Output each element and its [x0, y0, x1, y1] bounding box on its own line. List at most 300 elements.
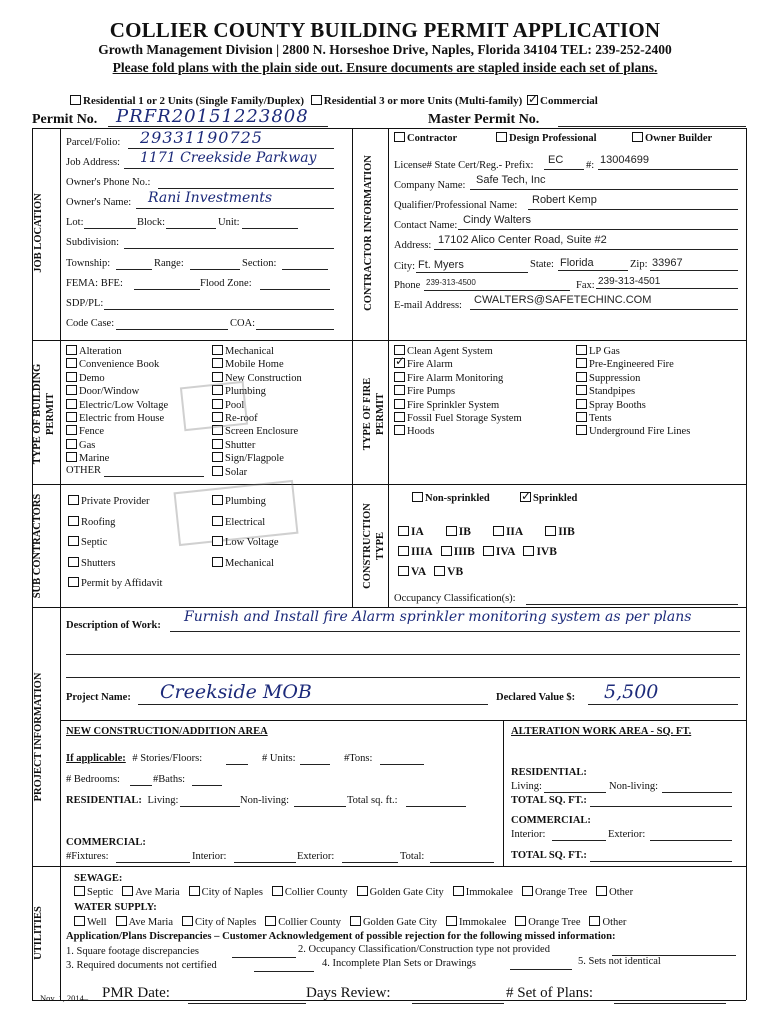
iib-label: IIB — [558, 526, 575, 538]
project-info-label: PROJECT INFORMATION — [33, 672, 44, 802]
occupancy-label: Occupancy Classification(s): — [394, 593, 516, 604]
license-num-label: #: — [586, 160, 595, 171]
city-of-naples-label: City of Naples — [195, 917, 257, 928]
door-window-label: Door/Window — [79, 386, 140, 398]
city-of-naples-checkbox[interactable] — [182, 916, 193, 926]
building-permit-screen-enclosure[interactable] — [212, 425, 302, 438]
fema-label: FEMA: BFE: — [66, 278, 123, 289]
iva-checkbox[interactable] — [483, 546, 494, 556]
private-provider-checkbox[interactable] — [68, 495, 79, 505]
zip-label: Zip: — [630, 259, 648, 270]
building-permit-electric-from-house[interactable] — [66, 412, 168, 425]
demo-label: Demo — [79, 372, 105, 384]
building-permit-marine[interactable] — [66, 452, 168, 465]
building-permit-label: TYPE OF BUILDING PERMIT — [32, 363, 56, 465]
alt-living-label: Living: — [511, 781, 542, 792]
residential-label: RESIDENTIAL: — [66, 795, 142, 806]
screen-enclosure-label: Screen Enclosure — [225, 426, 299, 438]
state-label: State: — [530, 259, 554, 270]
underground-fire-lines-label: Underground Fire Lines — [589, 426, 691, 438]
range-label: Range: — [154, 258, 184, 269]
orange-tree-checkbox[interactable] — [515, 916, 526, 926]
golden-gate-city-checkbox[interactable] — [350, 916, 361, 926]
fire-pumps-checkbox[interactable] — [394, 385, 405, 395]
option-ave-maria[interactable] — [122, 886, 179, 898]
fire-permit-fire-sprinkler-system[interactable] — [394, 399, 522, 412]
construction-row-3 — [398, 566, 471, 578]
new-construction-heading: NEW CONSTRUCTION/ADDITION AREA — [66, 726, 268, 737]
option-iva[interactable] — [483, 546, 516, 558]
sewage-options — [74, 886, 642, 898]
immokalee-label: Immokalee — [459, 917, 507, 928]
company-label: Company Name: — [394, 180, 466, 191]
electric-low-voltage-checkbox[interactable] — [66, 399, 77, 409]
sub-contractors-col1 — [68, 492, 162, 595]
fire-permit-col1 — [394, 345, 522, 439]
iiib-label: IIIB — [453, 546, 475, 558]
option-ave-maria[interactable] — [116, 916, 173, 928]
fence-checkbox[interactable] — [66, 425, 77, 435]
fire-permit-suppression[interactable] — [576, 372, 690, 385]
alteration-label: Alteration — [79, 346, 122, 357]
sub-contractor-private-provider[interactable] — [68, 492, 162, 513]
baths-label: #Baths: — [153, 774, 186, 785]
shutters-label: Shutters — [81, 557, 116, 569]
option-collier-county[interactable] — [265, 916, 341, 928]
form-subtitle: Growth Management Division | 2800 N. Horseshoe Drive, Naples, Florida 34104 TEL: 239-252-2400 — [98, 42, 672, 57]
sign-flagpole-label: Sign/Flagpole — [225, 453, 284, 465]
mechanical-label: Mechanical — [225, 557, 274, 569]
commercial-label: COMMERCIAL: — [66, 837, 146, 848]
revision-date: Nov. 1, 2014– — [40, 993, 89, 1003]
contractor-type-row — [394, 132, 457, 144]
days-review-label: Days Review: — [306, 985, 391, 1001]
plumbing-checkbox[interactable] — [212, 495, 223, 505]
well-checkbox[interactable] — [74, 916, 85, 926]
option-septic[interactable] — [74, 886, 113, 898]
discrepancy-3: 3. Required documents not certified — [66, 960, 217, 971]
mechanical-checkbox[interactable] — [212, 345, 223, 355]
fire-permit-fossil-fuel-storage-system[interactable] — [394, 412, 522, 425]
sprinkled-checkbox[interactable] — [520, 492, 531, 502]
lot-label: Lot: — [66, 217, 84, 228]
city-value[interactable]: Ft. Myers — [418, 259, 464, 271]
sub-contractor-low-voltage[interactable] — [212, 533, 279, 554]
fire-permit-spray-booths[interactable] — [576, 399, 690, 412]
electric-low-voltage-label: Electric/Low Voltage — [79, 399, 169, 411]
pre-engineered-fire-label: Pre-Engineered Fire — [589, 359, 674, 371]
owner-name-label: Owner's Name: — [66, 197, 132, 208]
building-permit-solar[interactable] — [212, 466, 302, 479]
contractor-checkbox[interactable] — [394, 132, 405, 142]
option-ivb[interactable] — [523, 546, 556, 558]
job-address-label: Job Address: — [66, 157, 120, 168]
building-permit-sign-flagpole[interactable] — [212, 452, 302, 465]
fire-permit-underground-fire-lines[interactable] — [576, 425, 690, 438]
city-of-naples-label: City of Naples — [201, 887, 263, 898]
declared-value-label: Declared Value $: — [496, 692, 576, 703]
building-permit-mobile-home[interactable] — [212, 358, 302, 371]
sign-flagpole-checkbox[interactable] — [212, 452, 223, 462]
fire-permit-clean-agent-system[interactable] — [394, 345, 522, 358]
set-of-plans-label: # Set of Plans: — [506, 985, 594, 1001]
qualifier-value[interactable]: Robert Kemp — [532, 194, 597, 206]
permit-no-value[interactable]: PRFR20151223808 — [116, 106, 309, 127]
contractor-info-label: CONTRACTOR INFORMATION — [363, 155, 374, 311]
email-label: E-mail Address: — [394, 300, 462, 311]
building-other-label: OTHER — [66, 465, 101, 476]
permit-by-affidavit-checkbox[interactable] — [68, 577, 79, 587]
pool-label: Pool — [225, 399, 245, 411]
gas-label: Gas — [79, 439, 96, 451]
option-well[interactable] — [74, 916, 107, 928]
va-label: VA — [411, 566, 427, 578]
septic-checkbox[interactable] — [68, 536, 79, 546]
ivb-checkbox[interactable] — [523, 546, 534, 556]
block-label: Block: — [137, 217, 165, 228]
sub-contractors-label: SUB CONTRACTORS — [32, 493, 43, 599]
option-city-of-naples[interactable] — [182, 916, 256, 928]
pre-engineered-fire-checkbox[interactable] — [576, 358, 587, 368]
new-construction-checkbox[interactable] — [212, 372, 223, 382]
building-permit-shutter[interactable] — [212, 439, 302, 452]
suppression-checkbox[interactable] — [576, 372, 587, 382]
sub-contractor-septic[interactable] — [68, 533, 162, 554]
construction-row-2 — [398, 546, 565, 558]
underground-fire-lines-checkbox[interactable] — [576, 425, 587, 435]
orange-tree-checkbox[interactable] — [522, 886, 533, 896]
solar-checkbox[interactable] — [212, 466, 223, 476]
fire-permit-label: TYPE OF FIRE PERMIT — [362, 377, 386, 451]
low-voltage-label: Low Voltage — [225, 537, 279, 548]
sub-contractor-electrical[interactable] — [212, 513, 279, 534]
option-va[interactable] — [398, 566, 426, 578]
standpipes-checkbox[interactable] — [576, 385, 587, 395]
va-checkbox[interactable] — [398, 566, 409, 576]
collier-county-checkbox[interactable] — [265, 916, 276, 926]
email-value[interactable]: CWALTERS@SAFETECHINC.COM — [474, 294, 652, 306]
tons-label: #Tons: — [344, 753, 373, 764]
clean-agent-system-label: Clean Agent System — [407, 346, 493, 357]
fossil-fuel-storage-system-checkbox[interactable] — [394, 412, 405, 422]
vb-checkbox[interactable] — [434, 566, 445, 576]
option-other[interactable] — [596, 886, 633, 898]
lp-gas-label: LP Gas — [589, 346, 620, 357]
ave-maria-checkbox[interactable] — [116, 916, 127, 926]
sub-contractor-shutters[interactable] — [68, 554, 162, 575]
fold-instruction: Please fold plans with the plain side out. Ensure documents are stapled inside each set of plans. — [112, 60, 658, 75]
fire-permit-pre-engineered-fire[interactable] — [576, 358, 690, 371]
option-orange-tree[interactable] — [515, 916, 580, 928]
option-city-of-naples[interactable] — [189, 886, 263, 898]
golden-gate-city-checkbox[interactable] — [357, 886, 368, 896]
non-sprinkled-checkbox[interactable] — [412, 492, 423, 502]
marine-checkbox[interactable] — [66, 452, 77, 462]
building-permit-gas[interactable] — [66, 439, 168, 452]
design-professional-checkbox[interactable] — [496, 132, 507, 142]
option-iiib[interactable] — [441, 546, 475, 558]
township-label: Township: — [66, 258, 111, 269]
mechanical-checkbox[interactable] — [212, 557, 223, 567]
sprinkled-label: Sprinkled — [533, 493, 578, 504]
residential-1-2-label: Residential 1 or 2 Units (Single Family/Duplex) — [83, 95, 305, 107]
fire-permit-hoods[interactable] — [394, 425, 522, 438]
mechanical-label: Mechanical — [225, 346, 274, 357]
total-sqft-label: Total sq. ft.: — [347, 795, 398, 806]
fire-permit-tents[interactable] — [576, 412, 690, 425]
discrepancy-4: 4. Incomplete Plan Sets or Drawings — [322, 958, 476, 969]
golden-gate-city-label: Golden Gate City — [369, 887, 444, 898]
owner-phone-label: Owner's Phone No.: — [66, 177, 151, 188]
non-sprinkled-label: Non-sprinkled — [425, 493, 490, 504]
license-label: License# State Cert/Reg.- Prefix: — [394, 160, 534, 171]
option-immokalee[interactable] — [453, 886, 513, 898]
iia-checkbox[interactable] — [493, 526, 504, 536]
fax-label: Fax: — [576, 280, 595, 291]
option-golden-gate-city[interactable] — [350, 916, 437, 928]
stories-label: # Stories/Floors: — [132, 753, 203, 764]
alteration-checkbox[interactable] — [66, 345, 77, 355]
unit-label: Unit: — [218, 217, 240, 228]
project-name-value[interactable]: Creekside MOB — [160, 681, 312, 703]
other-checkbox[interactable] — [589, 916, 600, 926]
convenience-book-checkbox[interactable] — [66, 358, 77, 368]
building-permit-convenience-book[interactable] — [66, 358, 168, 371]
spray-booths-checkbox[interactable] — [576, 399, 587, 409]
immokalee-checkbox[interactable] — [453, 886, 464, 896]
building-permit-fence[interactable] — [66, 425, 168, 438]
ia-label: IA — [411, 526, 424, 538]
contact-value[interactable]: Cindy Walters — [463, 214, 532, 226]
fire-permit-fire-alarm[interactable] — [394, 358, 522, 371]
option-ia[interactable] — [398, 526, 424, 538]
alt-interior-label: Interior: — [511, 829, 546, 840]
suppression-label: Suppression — [589, 372, 641, 384]
gas-checkbox[interactable] — [66, 439, 77, 449]
roofing-checkbox[interactable] — [68, 516, 79, 526]
alt-residential-label: RESIDENTIAL: — [511, 767, 587, 778]
qualifier-label: Qualifier/Professional Name: — [394, 200, 518, 211]
building-permit-demo[interactable] — [66, 372, 168, 385]
septic-label: Septic — [81, 537, 108, 548]
fire-sprinkler-system-label: Fire Sprinkler System — [407, 399, 500, 411]
fire-permit-lp-gas[interactable] — [576, 345, 690, 358]
alt-total2-label: TOTAL SQ. FT.: — [511, 850, 587, 861]
coa-label: COA: — [230, 318, 256, 329]
shutters-checkbox[interactable] — [68, 557, 79, 567]
water-options — [74, 916, 635, 928]
building-permit-door-window[interactable] — [66, 385, 168, 398]
ave-maria-checkbox[interactable] — [122, 886, 133, 896]
received-stamp — [180, 381, 248, 431]
utilities-label: UTILITIES — [33, 906, 44, 960]
interior-label: Interior: — [192, 851, 227, 862]
ave-maria-label: Ave Maria — [135, 887, 180, 898]
building-permit-alteration[interactable] — [66, 345, 168, 358]
contact-label: Contact Name: — [394, 220, 458, 231]
discrepancy-2: 2. Occupancy Classification/Construction type not provided — [298, 944, 550, 955]
master-permit-label: Master Permit No. — [428, 112, 540, 127]
subdivision-label: Subdivision: — [66, 237, 120, 248]
zip-value[interactable]: 33967 — [652, 257, 683, 269]
fire-permit-col2 — [576, 345, 690, 439]
iia-label: IIA — [505, 526, 524, 538]
iva-label: IVA — [495, 546, 516, 558]
hoods-label: Hoods — [407, 426, 435, 438]
alteration-heading: ALTERATION WORK AREA - SQ. FT. — [511, 726, 692, 737]
company-value[interactable]: Safe Tech, Inc — [476, 174, 546, 186]
option-iiia[interactable] — [398, 546, 433, 558]
license-prefix-value[interactable]: EC — [548, 154, 564, 166]
sub-contractor-mechanical[interactable] — [212, 554, 279, 575]
living-label: Living: — [147, 795, 179, 806]
bedrooms-label: # Bedrooms: — [66, 774, 120, 785]
option-golden-gate-city[interactable] — [357, 886, 444, 898]
collier-county-label: Collier County — [278, 917, 341, 928]
building-permit-electric-low-voltage[interactable] — [66, 399, 168, 412]
door-window-checkbox[interactable] — [66, 385, 77, 395]
declared-value[interactable]: 5,500 — [604, 681, 659, 703]
plumbing-label: Plumbing — [225, 386, 266, 398]
description-value[interactable]: Furnish and Install fire Alarm sprinkler monitoring system as per plans — [184, 609, 692, 625]
immokalee-checkbox[interactable] — [446, 916, 457, 926]
electrical-label: Electrical — [225, 516, 266, 528]
fixtures-label: #Fixtures: — [66, 851, 109, 862]
sub-contractors-col2 — [212, 492, 279, 574]
electric-from-house-checkbox[interactable] — [66, 412, 77, 422]
city-label: City: — [394, 261, 416, 272]
fossil-fuel-storage-system-label: Fossil Fuel Storage System — [407, 412, 522, 424]
iiia-checkbox[interactable] — [398, 546, 409, 556]
form-title: COLLIER COUNTY BUILDING PERMIT APPLICATION — [109, 18, 661, 42]
lp-gas-checkbox[interactable] — [576, 345, 587, 355]
non-living-label: Non-living: — [240, 795, 289, 806]
city-of-naples-checkbox[interactable] — [189, 886, 200, 896]
fire-permit-fire-alarm-monitoring[interactable] — [394, 372, 522, 385]
contractor-address-value[interactable]: 17102 Alico Center Road, Suite #2 — [438, 234, 607, 246]
fire-permit-standpipes[interactable] — [576, 385, 690, 398]
roofing-label: Roofing — [81, 516, 116, 528]
low-voltage-checkbox[interactable] — [212, 536, 223, 546]
option-vb[interactable] — [434, 566, 463, 578]
residential-1-2-checkbox[interactable] — [70, 95, 81, 105]
parcel-value[interactable]: 29331190725 — [140, 128, 263, 147]
septic-label: Septic — [87, 887, 114, 898]
new-construction-label: New Construction — [225, 372, 302, 384]
fire-pumps-label: Fire Pumps — [407, 386, 456, 398]
code-case-label: Code Case: — [66, 318, 115, 329]
ib-label: IB — [458, 526, 471, 538]
well-label: Well — [87, 917, 107, 928]
shutter-checkbox[interactable] — [212, 439, 223, 449]
alt-non-living-label: Non-living: — [609, 781, 658, 792]
option-other[interactable] — [589, 916, 626, 928]
option-collier-county[interactable] — [272, 886, 348, 898]
iib-checkbox[interactable] — [545, 526, 556, 536]
ib-checkbox[interactable] — [446, 526, 457, 536]
residential-3-checkbox[interactable] — [311, 95, 322, 105]
other-label: Other — [609, 887, 634, 898]
residential-3-label: Residential 3 or more Units (Multi-family) — [323, 95, 523, 107]
fire-alarm-checkbox[interactable] — [394, 358, 405, 368]
exterior-label: Exterior: — [297, 851, 335, 862]
pmr-date-label: PMR Date: — [102, 985, 170, 1001]
tents-checkbox[interactable] — [576, 412, 587, 422]
option-iia[interactable] — [493, 526, 523, 538]
fire-alarm-monitoring-checkbox[interactable] — [394, 372, 405, 382]
section-label: Section: — [242, 258, 277, 269]
fire-sprinkler-system-checkbox[interactable] — [394, 399, 405, 409]
mobile-home-checkbox[interactable] — [212, 358, 223, 368]
ivb-label: IVB — [536, 546, 557, 558]
iiib-checkbox[interactable] — [441, 546, 452, 556]
phone-value[interactable]: 239-313-4500 — [426, 278, 476, 287]
fire-alarm-monitoring-label: Fire Alarm Monitoring — [407, 372, 504, 384]
option-immokalee[interactable] — [446, 916, 506, 928]
owner-builder-checkbox[interactable] — [632, 132, 643, 142]
permit-by-affidavit-label: Permit by Affidavit — [81, 578, 163, 589]
immokalee-label: Immokalee — [465, 887, 513, 898]
project-name-label: Project Name: — [66, 692, 131, 703]
tents-label: Tents — [589, 412, 612, 424]
electric-from-house-label: Electric from House — [79, 412, 165, 424]
option-iib[interactable] — [545, 526, 575, 538]
commercial-label: Commercial — [540, 95, 598, 107]
spray-booths-label: Spray Booths — [589, 399, 646, 411]
license-number-value[interactable]: 13004699 — [600, 154, 649, 166]
if-applicable-label: If applicable: — [66, 753, 126, 764]
ack-text: Application/Plans Discrepancies – Customer Acknowledgement of possible rejection for the following missed information: — [66, 931, 616, 942]
permit-no-label: Permit No. — [32, 112, 98, 127]
option-orange-tree[interactable] — [522, 886, 587, 898]
commercial-checkbox[interactable] — [527, 95, 538, 105]
re-roof-label: Re-roof — [225, 412, 258, 424]
option-ib[interactable] — [446, 526, 471, 538]
private-provider-label: Private Provider — [81, 496, 150, 507]
building-permit-mechanical[interactable] — [212, 345, 302, 358]
other-checkbox[interactable] — [596, 886, 607, 896]
fax-value[interactable]: 239-313-4501 — [598, 276, 661, 287]
sub-contractor-roofing[interactable] — [68, 513, 162, 534]
plumbing-label: Plumbing — [225, 496, 266, 507]
convenience-book-label: Convenience Book — [79, 359, 160, 371]
fence-label: Fence — [79, 426, 105, 438]
sub-contractor-plumbing[interactable] — [212, 492, 279, 513]
shutter-label: Shutter — [225, 439, 256, 451]
demo-checkbox[interactable] — [66, 372, 77, 382]
golden-gate-city-label: Golden Gate City — [362, 917, 438, 928]
sub-contractor-permit-by-affidavit[interactable] — [68, 574, 162, 595]
water-supply-label: WATER SUPPLY: — [74, 902, 157, 913]
septic-checkbox[interactable] — [74, 886, 85, 896]
job-address-value[interactable]: 1171 Creekside Parkway — [140, 150, 317, 166]
design-professional-option: Design Professional — [509, 133, 597, 144]
hoods-checkbox[interactable] — [394, 425, 405, 435]
ave-maria-label: Ave Maria — [128, 917, 173, 928]
alt-total-label: TOTAL SQ. FT.: — [511, 795, 587, 806]
alt-exterior-label: Exterior: — [608, 829, 646, 840]
orange-tree-label: Orange Tree — [534, 887, 588, 898]
owner-name-value[interactable]: Rani Investments — [148, 190, 273, 206]
standpipes-label: Standpipes — [589, 386, 636, 398]
construction-row-1 — [398, 526, 597, 538]
ia-checkbox[interactable] — [398, 526, 409, 536]
collier-county-checkbox[interactable] — [272, 886, 283, 896]
fire-permit-fire-pumps[interactable] — [394, 385, 522, 398]
electrical-checkbox[interactable] — [212, 516, 223, 526]
vb-label: VB — [447, 566, 464, 578]
state-value[interactable]: Florida — [560, 257, 594, 269]
